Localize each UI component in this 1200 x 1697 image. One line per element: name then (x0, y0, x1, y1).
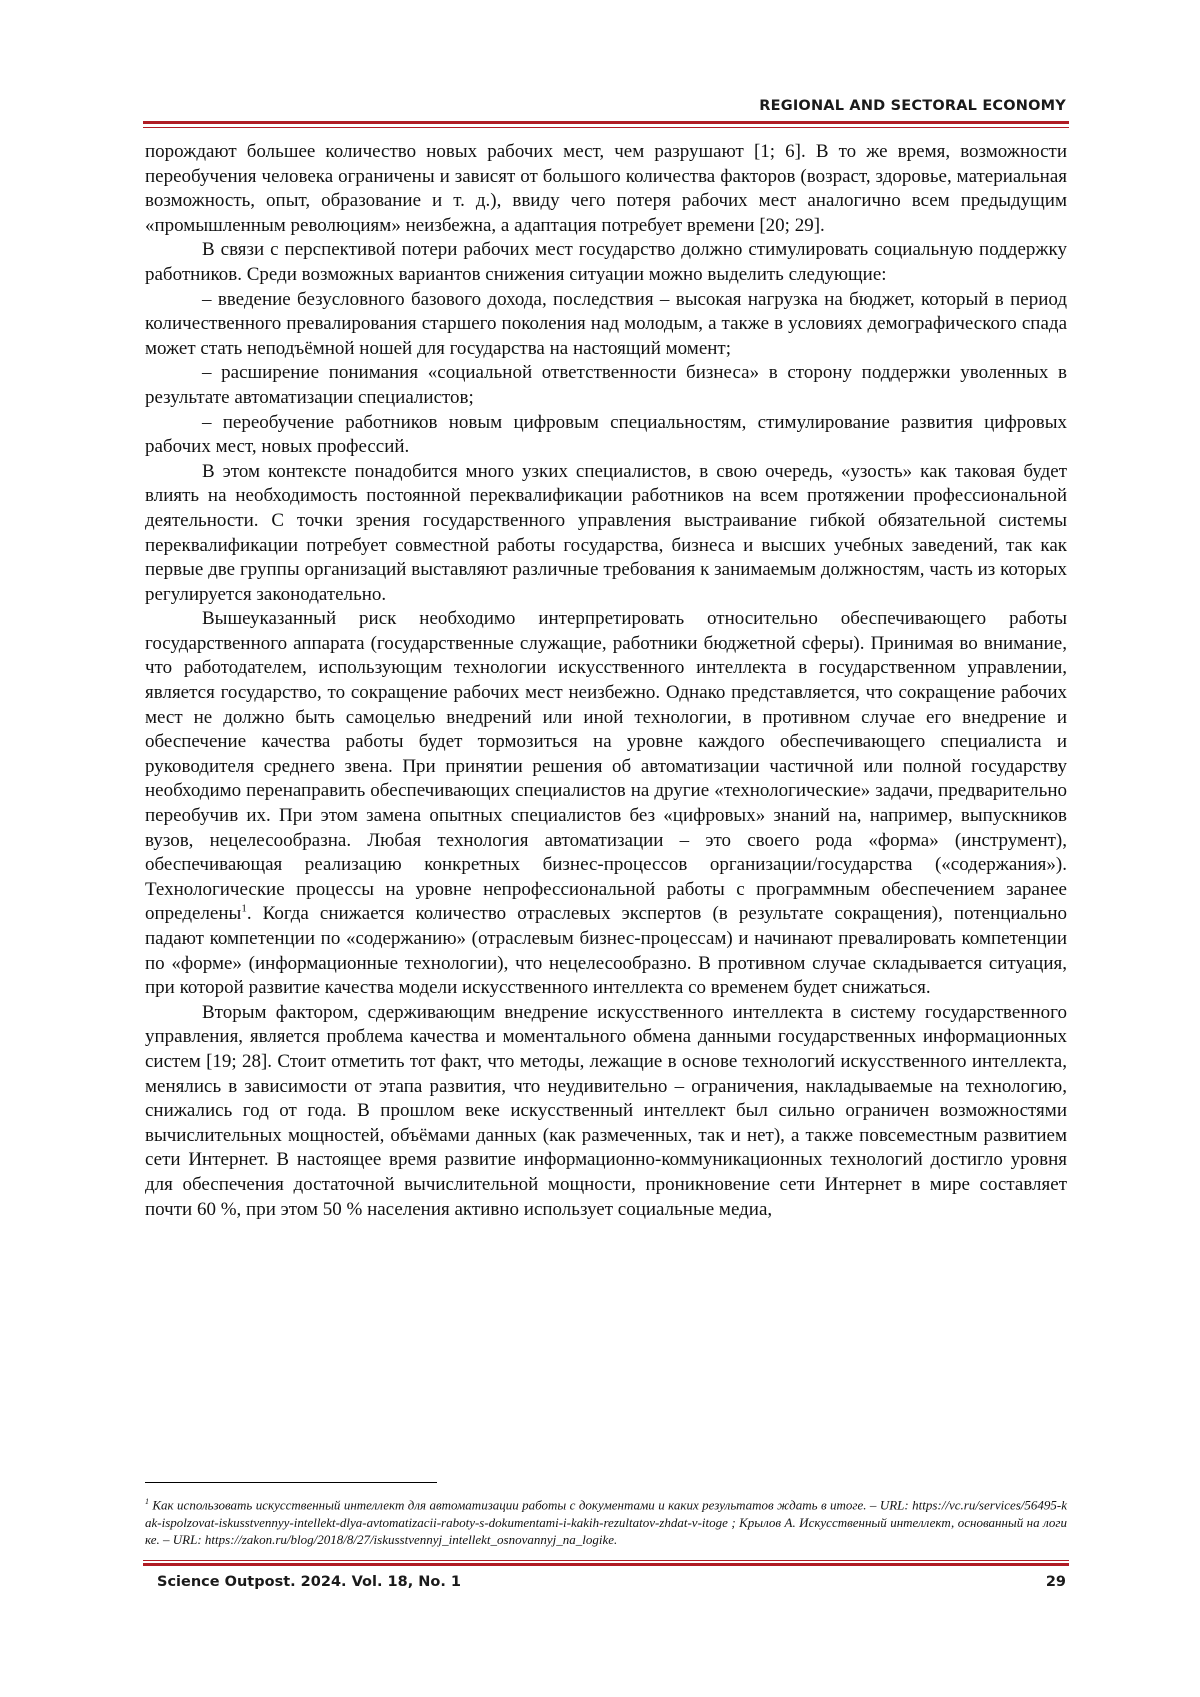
paragraph-2: В связи с перспективой потери рабочих мест государство должно стимулировать социальную поддержку работников. Среди возможных вариантов снижения ситуации можно выделить следующие: (145, 239, 1067, 285)
list-item-basic-income: – введение безусловного базового дохода, последствия – высокая нагрузка на бюджет, который в период количественного превалирования старшего поколения над молодым, а также в условиях демографического спада может стать неподъёмной ношей для государства на настоящий момент; (145, 288, 1067, 359)
footer-rule-thick (143, 1563, 1069, 1566)
paragraph-3: В этом контексте понадобится много узких специалистов, в свою очередь, «узость» как таковая будет влиять на необходимость постоянной переквалификации работников на всем протяжении профессиональной деятельности. С точки зрения государственного управления выстраивание гибкой обязательной системы переквалификации потребует совместной работы государства, бизнеса и высших учебных заведений, так как первые две группы организаций выставляют различные требования к занимаемым должностям, часть из которых регулируется законодательно. (145, 460, 1067, 605)
footnote-reference[interactable]: 1 (241, 903, 247, 916)
footer-rule-thin (143, 1560, 1069, 1561)
footnote-mark: 1 (145, 1497, 149, 1506)
page-number: 29 (1045, 1574, 1066, 1590)
footnote-separator (145, 1482, 437, 1483)
footnote (145, 1493, 1067, 1549)
footnote-text: Как использовать искусственный интеллект для автоматизации работы с документами и каких результатов ждать в итоге. – URL: https://vc.ru/services/56495-kak-ispolzovat-iskusstvennyy-intellekt-dlya-avtomatizacii-raboty-s-dokumentami-i-kakih-rezultatov-zhdat-v-itoge ; Крылов А. Искусственный интеллект, основанный на логике. – URL: https://zakon.ru/blog/2018/8/27/iskusstvennyj_intellekt_osnovannyj_na_logike. (145, 1497, 1068, 1548)
list-item-social-responsibility: – расширение понимания «социальной ответственности бизнеса» в сторону поддержки уволенных в результате автоматизации специалистов; (145, 362, 1067, 408)
paragraph-4-part-1: Вышеуказанный риск необходимо интерпретировать относительно обеспечивающего работы государственного аппарата (государственные служащие, работники бюджетной сферы). Принимая во внимание, что работодателем, использующим технологии искусственного интеллекта в государственном управлении, является государство, то сокращение рабочих мест неизбежно. Однако представляется, что сокращение рабочих мест не должно быть самоцелью внедрений или иной технологии, в противном случае его внедрение и обеспечение качества работы будет тормозиться на уровне каждого обеспечивающего специалиста и руководителя среднего звена. При принятии решения об автоматизации частичной или полной государству необходимо перенаправить обеспечивающих специалистов на другие «технологические» задачи, предварительно переобучив их. При этом замена опытных специалистов без «цифровых» знаний на, например, выпускников вузов, нецелесообразна. Любая технология автоматизации – это своего рода «форма» (инструмент), обеспечивающая реализацию конкретных бизнес-процессов организации/государства («содержания»). Технологические процессы на уровне непрофессиональной работы с программным обеспечением заранее определены (145, 608, 1067, 925)
header-rule-thick (143, 121, 1069, 124)
paragraph-4 (145, 607, 1067, 1001)
paragraph-5: Вторым фактором, сдерживающим внедрение искусственного интеллекта в систему государственного управления, является проблема качества и моментального обмена данными государственных информационных систем [19; 28]. Стоит отметить тот факт, что методы, лежащие в основе технологий искусственного интеллекта, менялись в зависимости от этапа развития, что неудивительно – ограничения, накладываемые на технологию, снижались год от года. В прошлом веке искусственный интеллект был сильно ограничен возможностями вычислительных мощностей, объёмами данных (как размеченных, так и нет), а также повсеместным развитием сети Интернет. В настоящее время развитие информационно-коммуникационных технологий достигло уровня для обеспечения достаточной вычислительной мощности, проникновение сети Интернет в мире составляет почти 60 %, при этом 50 % населения активно использует социальные медиа, (145, 1001, 1067, 1220)
list-item-retraining: – переобучение работников новым цифровым специальностям, стимулирование развития цифровых рабочих мест, новых профессий. (145, 411, 1067, 458)
header-rule-thin (143, 127, 1069, 128)
journal-citation: Science Outpost. 2024. Vol. 18, No. 1 (157, 1574, 461, 1590)
paragraph-1: порождают большее количество новых рабочих мест, чем разрушают [1; 6]. В то же время, возможности переобучения человека ограничены и зависят от большого количества факторов (возраст, здоровье, материальная возможность, опыт, образование и т. д.), ввиду чего потеря рабочих мест аналогично всем предыдущим «промышленным революциям» неизбежна, а адаптация потребует времени [20; 29]. (145, 141, 1067, 236)
article-body (145, 140, 1067, 1222)
running-header: REGIONAL AND SECTORAL ECONOMY (759, 98, 1066, 114)
paragraph-4-part-2: . Когда снижается количество отраслевых экспертов (в результате сокращения), потенциально падают компетенции по «содержанию» (отраслевым бизнес-процессам) и начинают превалировать компетенции по «форме» (информационные технологии), что нецелесообразно. В противном случае складывается ситуация, при которой развитие качества модели искусственного интеллекта со временем будет снижаться. (145, 903, 1067, 999)
